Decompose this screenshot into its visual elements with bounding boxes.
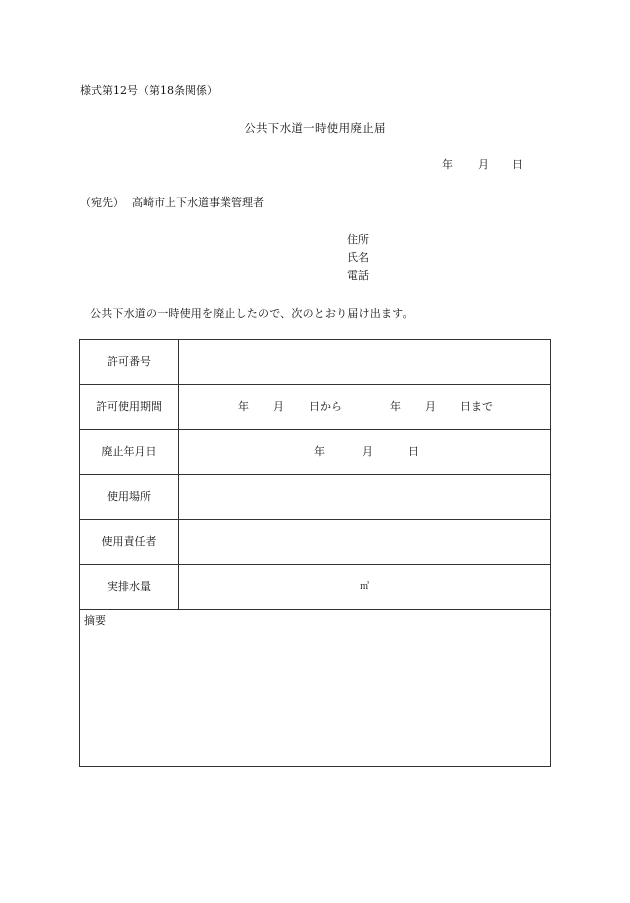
period-day-until: 日まで [460,400,493,413]
permit-number-field[interactable] [180,340,550,384]
permit-number-label: 許可番号 [80,340,179,384]
date-day-label: 日 [512,158,523,171]
permit-period-row [80,385,550,430]
notes-field[interactable] [80,610,550,766]
period-year2: 年 [390,400,401,413]
unit-text: ㎥ [360,582,370,592]
applicant-phone-label: 電話 [347,269,369,282]
applicant-name-label: 氏名 [347,251,369,264]
permit-period-label: 許可使用期間 [80,385,179,429]
period-month1: 月 [273,400,284,413]
location-field[interactable] [180,475,550,519]
applicant-address-label: 住所 [347,233,369,246]
form-number: 様式第12号（第18条関係） [80,84,218,97]
period-day-from: 日から [309,400,342,413]
addressee-name: 高崎市上下水道事業管理者 [132,196,264,209]
date-year-label: 年 [442,158,453,171]
date-month-label: 月 [478,158,489,171]
abolition-day: 日 [408,445,419,458]
discharge-unit [360,565,369,609]
manager-field[interactable] [180,520,550,564]
abolition-month: 月 [362,445,373,458]
period-year1: 年 [238,400,249,413]
abolition-year: 年 [314,445,325,458]
form-table [79,339,551,767]
abolition-date-row [80,430,550,475]
document-title: 公共下水道一時使用廃止届 [244,121,386,135]
intro-text: 公共下水道の一時使用を廃止したので、次のとおり届け出ます。 [90,307,414,320]
discharge-label: 実排水量 [80,565,179,609]
location-row [80,475,550,520]
period-month2: 月 [425,400,436,413]
permit-number-row [80,340,550,385]
discharge-row [80,565,550,610]
abolition-date-label: 廃止年月日 [80,430,179,474]
manager-row [80,520,550,565]
addressee-prefix: （宛先） [80,196,124,209]
notes-label: 摘要 [84,614,106,627]
manager-label: 使用責任者 [80,520,179,564]
location-label: 使用場所 [80,475,179,519]
